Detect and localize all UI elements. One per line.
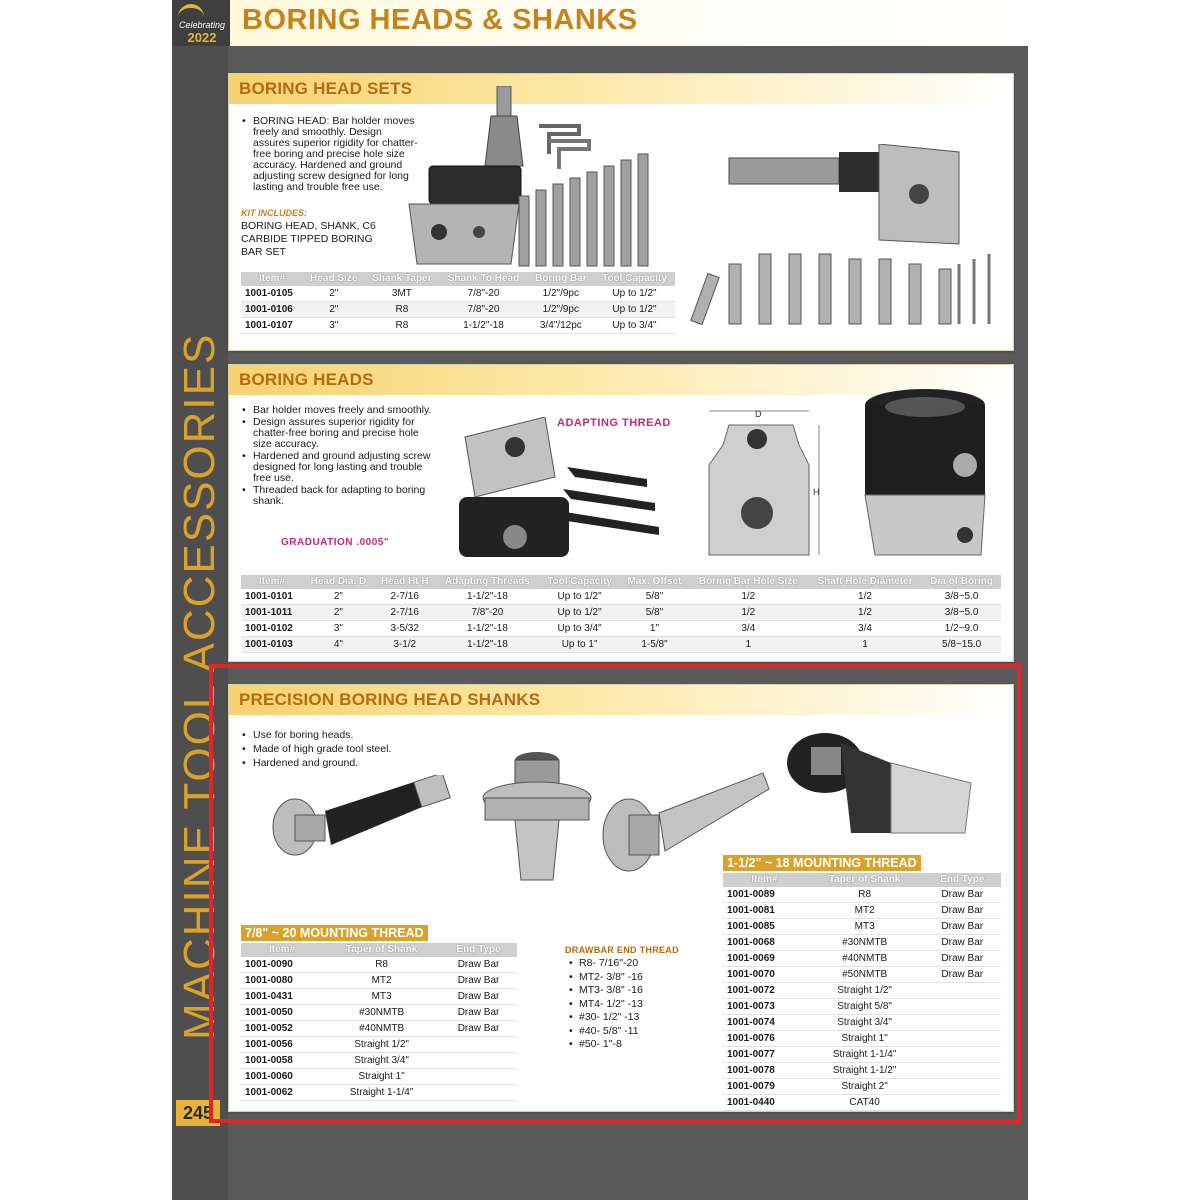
cell: 7/8"-20 bbox=[436, 605, 539, 621]
cell: 7/8"-20 bbox=[439, 302, 527, 318]
kit-includes-title: KIT INCLUDES: bbox=[241, 208, 307, 218]
cell: Draw Bar bbox=[440, 957, 517, 973]
cell: Straight 1-1/4" bbox=[323, 1085, 440, 1101]
cell: 1-5/8" bbox=[620, 637, 689, 653]
cell: R8 bbox=[806, 887, 924, 903]
cell: 2" bbox=[303, 302, 364, 318]
cell: 1/2 bbox=[689, 605, 808, 621]
cell: 1001-0077 bbox=[723, 1047, 806, 1063]
boring-head-threaded-image bbox=[855, 385, 1005, 565]
cell: 2-7/16 bbox=[374, 605, 436, 621]
boring-head-sets-panel bbox=[228, 73, 1014, 351]
col-adapting-threads: Adapting Threads bbox=[436, 575, 539, 589]
list-item: • #30- 1/2" -13 bbox=[569, 1011, 699, 1025]
bullet-item: • Use for boring heads. bbox=[241, 729, 461, 742]
cell: #40NMTB bbox=[806, 951, 924, 967]
cell: Straight 3/4" bbox=[323, 1053, 440, 1069]
list-item: • MT2- 3/8" -16 bbox=[569, 971, 699, 985]
bullet-item: • Bar holder moves freely and smoothly. bbox=[241, 405, 437, 416]
dimension-h-label: H bbox=[813, 487, 820, 497]
cell: 3-5/32 bbox=[374, 621, 436, 637]
cell: 1001-0069 bbox=[723, 951, 806, 967]
cell: 3/8~5.0 bbox=[922, 605, 1001, 621]
table-row bbox=[241, 286, 675, 302]
cell: 7/8"-20 bbox=[439, 286, 527, 302]
drawbar-end-thread-title: DRAWBAR END THREAD bbox=[565, 945, 679, 955]
cell: 1001-0050 bbox=[241, 1005, 323, 1021]
cell: 1001-0056 bbox=[241, 1037, 323, 1053]
cell: Draw Bar bbox=[440, 973, 517, 989]
cell: 1/2 bbox=[689, 589, 808, 605]
cell: Up to 3/4" bbox=[594, 318, 675, 334]
cell: 1001-0078 bbox=[723, 1063, 806, 1079]
boring-head-set-image bbox=[399, 86, 689, 276]
cell: #50NMTB bbox=[806, 967, 924, 983]
section-vertical-label: MACHINE TOOL ACCESSORIES bbox=[175, 332, 224, 1040]
boring-head-set-image-2 bbox=[689, 144, 1009, 344]
list-item: • #50- 1"-8 bbox=[569, 1038, 699, 1052]
cell: 1001-0081 bbox=[723, 903, 806, 919]
cell: 1001-0440 bbox=[723, 1095, 806, 1111]
col-taper-of-shank: Taper of Shank bbox=[323, 943, 440, 957]
cell: Straight 1/2" bbox=[806, 983, 924, 999]
cell: #40NMTB bbox=[323, 1021, 440, 1037]
cell: 1 bbox=[689, 637, 808, 653]
cell: 5/8" bbox=[620, 605, 689, 621]
highlight-box bbox=[209, 664, 1021, 1123]
cell: MT3 bbox=[323, 989, 440, 1005]
cell: 1001-0068 bbox=[723, 935, 806, 951]
boring-head-image bbox=[455, 417, 675, 567]
cell: R8 bbox=[364, 302, 439, 318]
cell: Up to 1/2" bbox=[539, 589, 620, 605]
cell: 1001-0106 bbox=[241, 302, 303, 318]
cell: 1001-0105 bbox=[241, 286, 303, 302]
cell: Draw Bar bbox=[440, 989, 517, 1005]
cell: 1001-0052 bbox=[241, 1021, 323, 1037]
cell: Straight 5/8" bbox=[806, 999, 924, 1015]
logo-line-1: Celebrating bbox=[178, 20, 226, 30]
col-head-ht: Head Ht H bbox=[374, 575, 436, 589]
cell: 5/8~15.0 bbox=[922, 637, 1001, 653]
col-item: Item# bbox=[723, 873, 806, 887]
table-row bbox=[241, 605, 1001, 621]
cell: 3" bbox=[303, 621, 374, 637]
cell: 1-1/2"-18 bbox=[436, 637, 539, 653]
col-head-dia: Head Dia. D bbox=[303, 575, 374, 589]
list-item: • #40- 5/8" -11 bbox=[569, 1025, 699, 1039]
cell: 1/2"/9pc bbox=[528, 302, 594, 318]
cell: Up to 1/2" bbox=[539, 605, 620, 621]
cell: Up to 1" bbox=[539, 637, 620, 653]
boring-heads-panel bbox=[228, 364, 1014, 662]
cell: 1001-0070 bbox=[723, 967, 806, 983]
col-end-type: End Type bbox=[924, 873, 1001, 887]
col-item: Item# bbox=[241, 272, 303, 286]
cell: 1001-0073 bbox=[723, 999, 806, 1015]
cell: 1-1/2"-18 bbox=[439, 318, 527, 334]
cell: 1001-0102 bbox=[241, 621, 303, 637]
cell: 1001-0074 bbox=[723, 1015, 806, 1031]
cell: 3" bbox=[303, 318, 364, 334]
cell: 1 bbox=[808, 637, 923, 653]
col-tool-capacity: Tool Capacity bbox=[539, 575, 620, 589]
col-shank-taper: Shank Taper bbox=[364, 272, 439, 286]
cell: 1001-0431 bbox=[241, 989, 323, 1005]
table-header-row bbox=[241, 272, 675, 286]
page-title: BORING HEADS & SHANKS bbox=[242, 4, 638, 36]
col-boring-bar: Boring Bar bbox=[528, 272, 594, 286]
cell: 1001-0085 bbox=[723, 919, 806, 935]
thread-78-title: 7/8" ~ 20 MOUNTING THREAD bbox=[241, 925, 428, 941]
col-max-offset: Max. Offset bbox=[620, 575, 689, 589]
cell: MT3 bbox=[806, 919, 924, 935]
cell: 1001-0089 bbox=[723, 887, 806, 903]
celebration-logo bbox=[172, 0, 230, 46]
cell: 1001-0060 bbox=[241, 1069, 323, 1085]
kit-includes-text: BORING HEAD, SHANK, C6 CARBIDE TIPPED BORING BAR SET bbox=[241, 220, 376, 258]
cell: 5/8" bbox=[620, 589, 689, 605]
cell: 3/8~5.0 bbox=[922, 589, 1001, 605]
table-row bbox=[241, 302, 675, 318]
cell: 3-1/2 bbox=[374, 637, 436, 653]
col-head-size: Head Size bbox=[303, 272, 364, 286]
cell: Draw Bar bbox=[924, 935, 1001, 951]
boring-heads-title: BORING HEADS bbox=[239, 370, 374, 389]
cell: #30NMTB bbox=[806, 935, 924, 951]
cell: 1/2 bbox=[808, 605, 923, 621]
cell: 3/4"/12pc bbox=[528, 318, 594, 334]
cell: 1001-0080 bbox=[241, 973, 323, 989]
list-item: • MT3- 3/8" -16 bbox=[569, 984, 699, 998]
bullet-item: • Hardened and ground adjusting screw designed for long lasting and trouble free use. bbox=[241, 451, 437, 484]
dimension-d-label: D bbox=[755, 409, 762, 419]
cell: Draw Bar bbox=[924, 887, 1001, 903]
cell: 3MT bbox=[364, 286, 439, 302]
cell: 1001-0107 bbox=[241, 318, 303, 334]
cell: 1-1/2"-18 bbox=[436, 589, 539, 605]
bullet-item: • BORING HEAD: Bar holder moves freely and smoothly. Design assures superior rigidity for chatter-free boring and precise hole size accuracy. Hardened and ground adjusting screw designed for long lasting and trouble free use. bbox=[241, 116, 419, 193]
cell: R8 bbox=[323, 957, 440, 973]
cell: Straight 1" bbox=[323, 1069, 440, 1085]
cell: 1001-0076 bbox=[723, 1031, 806, 1047]
bullet-item: • Hardened and ground. bbox=[241, 757, 461, 770]
col-dia-of-boring: Dia of Boring bbox=[922, 575, 1001, 589]
cell: 1/2"/9pc bbox=[528, 286, 594, 302]
boring-head-sets-table bbox=[241, 272, 675, 334]
cell: 2" bbox=[303, 286, 364, 302]
cell: #30NMTB bbox=[323, 1005, 440, 1021]
cell: Draw Bar bbox=[924, 951, 1001, 967]
cell: 2-7/16 bbox=[374, 589, 436, 605]
cell: 1001-0062 bbox=[241, 1085, 323, 1101]
boring-head-sets-title: BORING HEAD SETS bbox=[239, 79, 413, 98]
cell: Straight 1/2" bbox=[323, 1037, 440, 1053]
table-row bbox=[241, 318, 675, 334]
cell: Straight 1-1/2" bbox=[806, 1063, 924, 1079]
logo-line-2: 2022 bbox=[187, 30, 217, 45]
bullet-item: • Design assures superior rigidity for chatter-free boring and precise hole size accuracy. bbox=[241, 417, 437, 450]
cell: 1001-0090 bbox=[241, 957, 323, 973]
cell: Straight 1-1/4" bbox=[806, 1047, 924, 1063]
cell: 1/2 bbox=[808, 589, 923, 605]
cell: 3/4 bbox=[689, 621, 808, 637]
col-tool-capacity: Tool Capacity bbox=[594, 272, 675, 286]
col-item: Item# bbox=[241, 943, 323, 957]
cell: MT2 bbox=[323, 973, 440, 989]
list-item: • MT4- 1/2" -13 bbox=[569, 998, 699, 1012]
cell: 1001-0079 bbox=[723, 1079, 806, 1095]
boring-heads-table bbox=[241, 575, 1001, 653]
cell: Draw Bar bbox=[924, 919, 1001, 935]
boring-head-shanks-title: PRECISION BORING HEAD SHANKS bbox=[239, 690, 541, 709]
cell: 1001-0101 bbox=[241, 589, 303, 605]
list-item: • R8- 7/16"-20 bbox=[569, 957, 699, 971]
cell: 2" bbox=[303, 605, 374, 621]
cell: 3/4 bbox=[808, 621, 923, 637]
col-end-type: End Type bbox=[440, 943, 517, 957]
cell: Up to 1/2" bbox=[594, 302, 675, 318]
bullet-item: • Threaded back for adapting to boring shank. bbox=[241, 485, 437, 507]
table-row bbox=[241, 637, 1001, 653]
cell: MT2 bbox=[806, 903, 924, 919]
col-shank-to-head: Shank To Head bbox=[439, 272, 527, 286]
bullet-item: • Made of high grade tool steel. bbox=[241, 743, 461, 756]
boring-heads-bullets bbox=[241, 405, 437, 508]
table-row bbox=[241, 589, 1001, 605]
cell: CAT40 bbox=[806, 1095, 924, 1111]
cell: Draw Bar bbox=[924, 967, 1001, 983]
cell: Up to 1/2" bbox=[594, 286, 675, 302]
graduation-label: GRADUATION .0005" bbox=[281, 537, 390, 548]
col-item: Item# bbox=[241, 575, 303, 589]
cell: Draw Bar bbox=[924, 903, 1001, 919]
cell: Straight 2" bbox=[806, 1079, 924, 1095]
cell: 1001-0103 bbox=[241, 637, 303, 653]
cell: Up to 3/4" bbox=[539, 621, 620, 637]
boring-head-sets-bullets bbox=[241, 116, 419, 194]
col-boring-bar-hole-size: Boring Bar Hole Size bbox=[689, 575, 808, 589]
cell: Straight 1" bbox=[806, 1031, 924, 1047]
cell: Straight 3/4" bbox=[806, 1015, 924, 1031]
cell: 2" bbox=[303, 589, 374, 605]
cell: 1/2~9.0 bbox=[922, 621, 1001, 637]
col-shaft-hole-diameter: Shaft Hole Diameter bbox=[808, 575, 923, 589]
cell: 4" bbox=[303, 637, 374, 653]
page-number: 245 bbox=[176, 1100, 220, 1126]
cell: 1" bbox=[620, 621, 689, 637]
cell: Draw Bar bbox=[440, 1021, 517, 1037]
table-header-row bbox=[241, 575, 1001, 589]
thread-112-title: 1-1/2" ~ 18 MOUNTING THREAD bbox=[723, 855, 921, 871]
adapting-thread-label: ADAPTING THREAD bbox=[557, 417, 671, 429]
boring-head-dimension-diagram bbox=[699, 405, 829, 565]
cell: Draw Bar bbox=[440, 1005, 517, 1021]
cell: 1001-0072 bbox=[723, 983, 806, 999]
cell: 1-1/2"-18 bbox=[436, 621, 539, 637]
table-row bbox=[241, 621, 1001, 637]
cell: 1001-1011 bbox=[241, 605, 303, 621]
cell: 1001-0058 bbox=[241, 1053, 323, 1069]
cell: R8 bbox=[364, 318, 439, 334]
col-taper-of-shank: Taper of Shank bbox=[806, 873, 924, 887]
